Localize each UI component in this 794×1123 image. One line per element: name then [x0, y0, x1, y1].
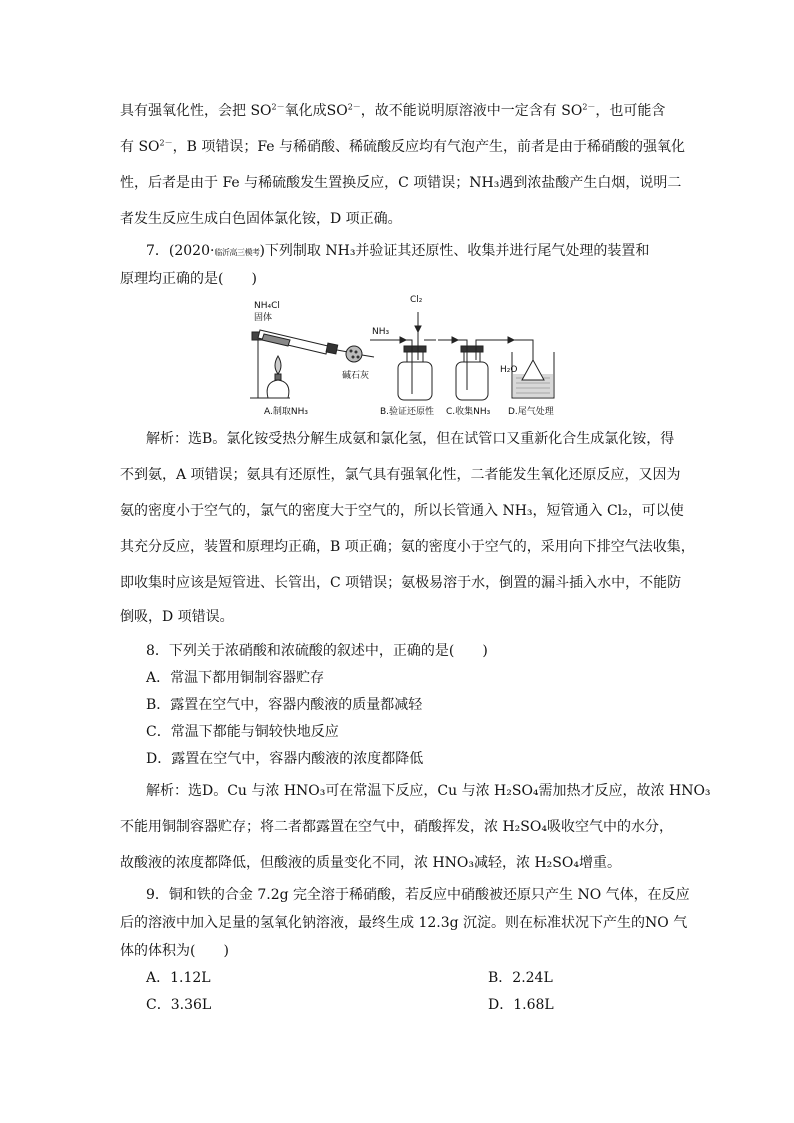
caption-b: B.验证还原性: [380, 407, 435, 417]
q7-analysis-line-6: 倒吸，D 项错误。: [120, 609, 234, 625]
q8-analysis-line-1: 解析：选D。Cu 与浓 HNO₃可在常温下反应，Cu 与浓 H₂SO₄需加热才反应，故浓 HNO₃: [146, 783, 711, 799]
intro-line-3: 性，后者是由于 Fe 与稀硫酸发生置换反应，C 项错误；NH₃遇到浓盐酸产生白烟，说明二: [120, 175, 682, 191]
q9-stem-line-3: 体的体积为( ): [120, 943, 229, 959]
q7-analysis-line-3: 氨的密度小于空气的，氯气的密度大于空气的，所以长管通入 NH₃，短管通入 Cl₂，可以使: [120, 503, 684, 519]
intro-line-4: 者发生反应生成白色固体氯化铵，D 项正确。: [120, 211, 402, 227]
text-span: )下列制取 NH₃并验证其还原性、收集并进行尾气处理的装置和: [259, 243, 650, 259]
apparatus-a: [250, 330, 374, 398]
q8-option-b: B．露置在空气中，容器内酸液的质量都减轻: [146, 697, 423, 713]
text-span: ，B 项错误；Fe 与稀硝酸、稀硫酸反应均有气泡产生，前者是由于稀硝酸的强氧化: [172, 139, 686, 155]
text-span: 氧化成SO: [284, 103, 348, 119]
apparatus-d: [512, 340, 554, 398]
caption-a: A.制取NH₃: [264, 407, 308, 417]
superscript: 2－: [271, 102, 285, 112]
q9-option-d: D．1.68L: [488, 997, 554, 1013]
question-source: 临沂高三模考: [214, 248, 260, 257]
label-nh3: NH₃: [372, 327, 390, 337]
q9-stem-line-2: 后的溶液中加入足量的氢氧化钠溶液，最终生成 12.3g 沉淀。则在标准状况下产生的NO 气: [120, 915, 688, 931]
q9-option-a: A．1.12L: [146, 970, 211, 986]
q8-option-d: D．露置在空气中，容器内酸液的浓度都降低: [146, 751, 424, 767]
q7-stem-line-1: [146, 240, 649, 260]
text-span: 有 SO: [120, 139, 160, 155]
intro-line-2: [120, 136, 685, 156]
q9-option-b: B．2.24L: [488, 970, 553, 986]
q8-option-c: C．常温下都能与铜较快地反应: [146, 724, 339, 740]
q7-analysis-line-5: 即收集时应该是短管进、长管出，C 项错误；氨极易溶于水，倒置的漏斗插入水中，不能防: [120, 575, 682, 591]
question-number: 7．(2020·: [146, 243, 215, 259]
label-nh4cl: NH₄Cl: [254, 301, 280, 311]
q8-stem: 8．下列关于浓硝酸和浓硫酸的叙述中，正确的是( ): [146, 643, 488, 659]
drying-tube: [346, 346, 374, 362]
test-tube: [258, 330, 328, 354]
text-span: ，故不能说明原溶液中一定含有 SO: [360, 103, 583, 119]
q7-analysis-line-2: 不到氨，A 项错误；氨具有还原性，氯气具有强氧化性，二者能发生氧化还原反应，又因为: [120, 467, 681, 483]
q8-analysis-line-3: 故酸液的浓度都降低，但酸液的质量变化不同，浓 HNO₃减轻，浓 H₂SO₄增重。: [120, 855, 621, 871]
intro-line-1: [120, 100, 665, 120]
q8-option-a: A．常温下都用铜制容器贮存: [146, 670, 325, 686]
alcohol-lamp: [267, 356, 289, 398]
q7-stem-line-2: 原理均正确的是( ): [120, 271, 257, 287]
text-span: 具有强氧化性，会把 SO: [120, 103, 272, 119]
label-soda-lime: 碱石灰: [342, 371, 370, 381]
label-h2o: H₂O: [500, 365, 518, 375]
superscript: 2－: [347, 102, 361, 112]
q7-analysis-line-1: 解析：选B。氯化铵受热分解生成氨和氯化氢，但在试管口又重新化合生成氯化铵，得: [146, 431, 675, 447]
q9-option-c: C．3.36L: [146, 997, 212, 1013]
label-cl2: Cl₂: [410, 295, 423, 305]
q9-stem-line-1: 9．铜和铁的合金 7.2g 完全溶于稀硝酸，若反应中硝酸被还原只产生 NO 气体，在反应: [146, 887, 690, 903]
text-span: ，也可能含: [595, 103, 666, 119]
superscript: 2－: [582, 102, 596, 112]
caption-d: D.尾气处理: [508, 407, 554, 417]
apparatus-figure: [250, 290, 580, 420]
apparatus-b: [398, 312, 436, 400]
q8-analysis-line-2: 不能用铜制容器贮存；将二者都露置在空气中，硝酸挥发，浓 H₂SO₄吸收空气中的水分，: [120, 819, 673, 835]
q7-analysis-line-4: 其充分反应，装置和原理均正确，B 项正确；氨的密度小于空气的，采用向下排空气法收集，: [120, 539, 695, 555]
superscript: 2－: [159, 138, 173, 148]
label-solid: 固体: [254, 313, 273, 323]
caption-c: C.收集NH₃: [446, 407, 491, 417]
apparatus-c: [456, 340, 494, 400]
